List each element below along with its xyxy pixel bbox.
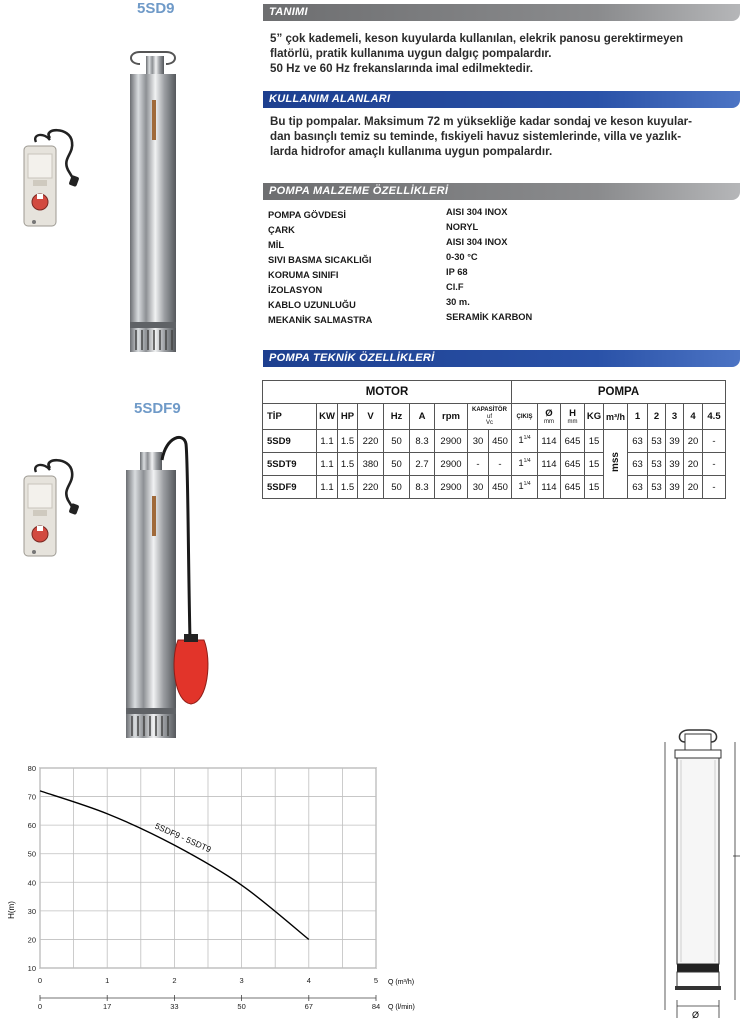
table-row — [263, 476, 726, 499]
usage-text — [270, 114, 740, 159]
h-unit: mm — [567, 418, 578, 425]
cell-kw: 1.1 — [317, 453, 338, 476]
col-q1: 1 — [628, 404, 648, 430]
cell-a: 2.7 — [410, 453, 435, 476]
cell-rpm: 2900 — [435, 476, 468, 499]
model-title-5sdf9: 5SDF9 — [134, 400, 181, 417]
cell-q2: 53 — [648, 453, 666, 476]
cell-q1: 63 — [628, 430, 648, 453]
usage-line: dan basınçlı temiz su teminde, fıskiyeli havuz sistemlerinde, villa ve yazlık- — [270, 130, 682, 143]
cell-cikis — [512, 453, 538, 476]
y-axis-label: H(m) — [7, 901, 16, 919]
cell-h: 645 — [561, 453, 585, 476]
cikis-value: 1 — [518, 458, 524, 470]
material-value: IP 68 — [446, 267, 468, 277]
description-line: flatörlü, pratik kullanıma uygun dalgıç pompalardır. — [270, 47, 552, 60]
x2-tick-label: 17 — [103, 1002, 112, 1011]
cikis-fraction: 1/4 — [523, 435, 531, 442]
col-rpm: rpm — [435, 404, 468, 430]
section-banner-kullanim: KULLANIM ALANLARI — [263, 91, 740, 108]
cikis-fraction: 1/4 — [523, 458, 531, 465]
h-symbol: H — [569, 407, 576, 419]
x-tick-label: 5 — [373, 976, 379, 985]
section-banner-teknik: POMPA TEKNİK ÖZELLİKLERİ — [263, 350, 740, 367]
cell-hp: 1.5 — [338, 476, 358, 499]
cell-mss — [604, 430, 628, 499]
model-title-5sd9: 5SD9 — [137, 0, 175, 17]
control-box-image-2 — [22, 458, 84, 562]
table-column-header-row — [263, 404, 726, 430]
cell-vc: 450 — [489, 430, 512, 453]
cell-tip: 5SDF9 — [263, 476, 317, 499]
x-tick-label: 3 — [239, 976, 244, 985]
cell-a: 8.3 — [410, 430, 435, 453]
cell-kw: 1.1 — [317, 430, 338, 453]
cell-uf: 30 — [468, 430, 489, 453]
col-q2: 2 — [648, 404, 666, 430]
col-q4: 4 — [684, 404, 703, 430]
usage-line: larda hidrofor amaçlı kullanıma uygun pompalardır. — [270, 145, 553, 158]
x2-tick-label: 84 — [371, 1002, 381, 1011]
col-flow: m³/h — [604, 404, 628, 430]
cell-hp: 1.5 — [338, 453, 358, 476]
y-tick-label: 80 — [27, 764, 36, 773]
cell-tip: 5SDT9 — [263, 453, 317, 476]
cell-q45: - — [703, 430, 726, 453]
control-box-image-1 — [22, 128, 84, 232]
cell-q2: 53 — [648, 476, 666, 499]
cell-a: 8.3 — [410, 476, 435, 499]
cell-h: 645 — [561, 476, 585, 499]
col-hp: HP — [338, 404, 358, 430]
cell-hz: 50 — [384, 476, 410, 499]
cell-hz: 50 — [384, 430, 410, 453]
y-tick-label: 20 — [27, 935, 36, 945]
col-kapasitor — [468, 404, 512, 430]
cell-vc: - — [489, 453, 512, 476]
cikis-fraction: 1/4 — [523, 481, 531, 488]
technical-spec-table — [262, 380, 726, 499]
material-label: İZOLASYON — [268, 285, 323, 295]
cell-rpm: 2900 — [435, 453, 468, 476]
vc-label: Vc — [485, 420, 493, 426]
col-hz: Hz — [384, 404, 410, 430]
motor-header: MOTOR — [263, 381, 512, 404]
cell-q2: 53 — [648, 430, 666, 453]
cikis-value: 1 — [518, 481, 524, 493]
dia-symbol: Ø — [545, 407, 553, 419]
cell-kw: 1.1 — [317, 476, 338, 499]
x-tick-label: 2 — [172, 976, 177, 985]
section-banner-malzeme: POMPA MALZEME ÖZELLİKLERİ — [263, 183, 740, 200]
cell-hz: 50 — [384, 453, 410, 476]
col-kg: KG — [585, 404, 604, 430]
material-label: KORUMA SINIFI — [268, 270, 339, 280]
pump-dimension-diagram — [655, 720, 740, 1023]
col-q3: 3 — [666, 404, 684, 430]
chart-grid — [28, 764, 381, 1011]
cell-kg: 15 — [585, 453, 604, 476]
material-label: KABLO UZUNLUĞU — [268, 300, 356, 310]
cell-tip: 5SD9 — [263, 430, 317, 453]
material-value: AISI 304 INOX — [446, 237, 508, 247]
cell-cikis — [512, 476, 538, 499]
uf-label: uf — [486, 414, 492, 420]
y-tick-label: 40 — [27, 878, 36, 888]
col-q45: 4.5 — [703, 404, 726, 430]
material-values — [446, 205, 532, 325]
cell-kg: 15 — [585, 476, 604, 499]
x2-tick-label: 67 — [304, 1002, 313, 1011]
diameter-symbol: Ø — [692, 1010, 700, 1020]
cell-q4: 20 — [684, 430, 703, 453]
cell-hp: 1.5 — [338, 430, 358, 453]
material-labels — [268, 208, 372, 328]
cell-q1: 63 — [628, 453, 648, 476]
col-cikis: ÇIKIŞ — [512, 404, 538, 430]
cell-q1: 63 — [628, 476, 648, 499]
table-row — [263, 453, 726, 476]
material-value: NORYL — [446, 222, 479, 232]
cell-q4: 20 — [684, 476, 703, 499]
pump-image-5sdf9 — [118, 430, 218, 742]
cell-uf: 30 — [468, 476, 489, 499]
x2-tick-label: 50 — [237, 1002, 246, 1011]
x2-tick-label: 33 — [170, 1002, 179, 1011]
material-label: MİL — [268, 240, 285, 250]
y-tick-label: 50 — [27, 849, 36, 859]
section-banner-tanimi: TANIMI — [263, 4, 740, 21]
cell-v: 220 — [358, 430, 384, 453]
material-label: POMPA GÖVDESİ — [268, 210, 347, 220]
description-line: 5” çok kademeli, keson kuyularda kullanılan, elekrik panosu gerektirmeyen — [270, 32, 684, 45]
cell-vc: 450 — [489, 476, 512, 499]
col-h — [561, 404, 585, 430]
cell-q3: 39 — [666, 430, 684, 453]
cell-v: 380 — [358, 453, 384, 476]
cell-uf: - — [468, 453, 489, 476]
performance-chart — [0, 760, 415, 1023]
cell-dia: 114 — [538, 476, 561, 499]
x-tick-label: 1 — [105, 976, 110, 985]
material-value: 0-30 °C — [446, 252, 478, 262]
y-tick-label: 60 — [27, 821, 36, 831]
cell-h: 645 — [561, 430, 585, 453]
series-label: 5SDF9 - 5SDT9 — [153, 820, 213, 855]
table-group-header-row — [263, 381, 726, 404]
y-tick-label: 70 — [27, 792, 36, 802]
cikis-value: 1 — [518, 435, 524, 447]
cell-rpm: 2900 — [435, 430, 468, 453]
x2-axis-label: Q (l/min) — [388, 1004, 415, 1011]
mss-label: mss — [610, 452, 621, 473]
pompa-header: POMPA — [512, 381, 726, 404]
cell-q4: 20 — [684, 453, 703, 476]
col-tip: TİP — [263, 404, 317, 430]
material-value: 30 m. — [446, 297, 470, 307]
material-label: MEKANİK SALMASTRA — [268, 315, 373, 325]
col-a: A — [410, 404, 435, 430]
material-value: Cl.F — [446, 282, 464, 292]
col-kw: KW — [317, 404, 338, 430]
usage-line: Bu tip pompalar. Maksimum 72 m yüksekliğe kadar sondaj ve keson kuyular- — [270, 115, 693, 128]
material-value: SERAMİK KARBON — [446, 312, 533, 322]
dia-unit: mm — [544, 418, 554, 425]
y-tick-label: 30 — [27, 906, 36, 916]
y-tick-label: 10 — [27, 964, 36, 973]
description-line: 50 Hz ve 60 Hz frekanslarında imal edilmektedir. — [270, 62, 533, 75]
description-text — [270, 31, 740, 76]
cell-v: 220 — [358, 476, 384, 499]
cell-dia: 114 — [538, 453, 561, 476]
kapasitor-label: KAPASİTÖR — [472, 407, 507, 413]
cell-q3: 39 — [666, 453, 684, 476]
x-tick-label: 4 — [306, 976, 311, 985]
col-v: V — [358, 404, 384, 430]
x-axis-label: Q (m³/h) — [388, 979, 415, 986]
cell-q45: - — [703, 453, 726, 476]
cell-kg: 15 — [585, 430, 604, 453]
material-value: AISI 304 INOX — [446, 207, 508, 217]
col-dia — [538, 404, 561, 430]
cell-q45: - — [703, 476, 726, 499]
pump-image-5sd9 — [118, 50, 188, 360]
material-label: ÇARK — [268, 225, 295, 235]
cell-dia: 114 — [538, 430, 561, 453]
cell-cikis — [512, 430, 538, 453]
table-row — [263, 430, 726, 453]
cell-q3: 39 — [666, 476, 684, 499]
material-label: SIVI BASMA SICAKLIĞI — [268, 255, 372, 265]
x2-tick-label: 0 — [37, 1002, 43, 1011]
x-tick-label: 0 — [37, 976, 43, 985]
